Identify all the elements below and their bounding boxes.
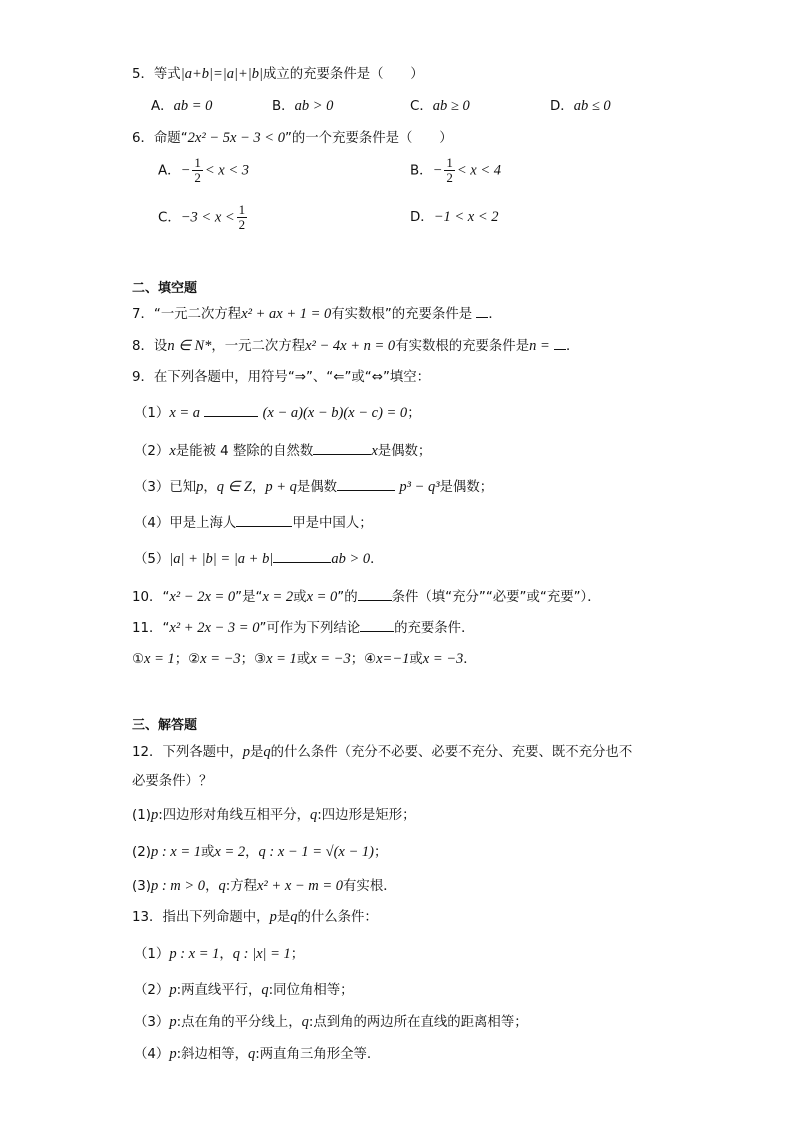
question-9-part-5: （5）|a| + |b| = |a + b| ab > 0． [134, 551, 384, 567]
question-12-part-2: (2)p : x = 1或x = 2，q : x − 1 = √(x − 1)； [132, 844, 388, 860]
option-b: B．ab > 0 [272, 98, 334, 114]
answer-blank[interactable] [476, 305, 488, 318]
answer-blank[interactable] [313, 442, 371, 455]
question-9-part-1: （1）x = a (x − a)(x − b)(x − c) = 0； [134, 405, 421, 421]
question-9-part-2: （2）x是能被 4 整除的自然数 x是偶数； [134, 443, 432, 459]
question-11: 11．“x² + 2x − 3 = 0”可作为下列结论 的充要条件． [132, 620, 475, 636]
question-13-part-1: （1）p : x = 1，q : |x| = 1； [134, 946, 305, 962]
question-13-part-3: （3）p:点在角的平分线上，q:点到角的两边所在直线的距离相等； [134, 1014, 528, 1030]
question-9-part-4: （4）甲是上海人 甲是中国人； [134, 516, 373, 531]
option-d: D．ab ≤ 0 [550, 98, 611, 114]
option-d: D．−1 < x < 2 [410, 209, 499, 225]
question-8: 8．设n ∈ N*，一元二次方程x² − 4x + n = 0有实数根的充要条件是n = ． [132, 338, 580, 354]
question-12-part-3: (3)p : m > 0，q:方程x² + x − m = 0有实根． [132, 878, 397, 894]
question-5-stem: 5．等式|a+b|=|a|+|b|成立的充要条件是（ ） [132, 66, 424, 82]
question-number: 6． [132, 131, 154, 146]
question-13-part-4: （4）p:斜边相等，q:两直角三角形全等. [134, 1046, 372, 1062]
formula: |a+b|=|a|+|b| [180, 66, 263, 82]
section-heading-solutions: 三、解答题 [132, 718, 198, 733]
answer-blank[interactable] [337, 478, 395, 491]
answer-blank[interactable] [236, 514, 292, 527]
question-12-part-1: (1)p:四边形对角线互相平分，q:四边形是矩形； [132, 807, 416, 823]
answer-blank[interactable] [554, 337, 566, 350]
option-c: C．−3 < x < $\frac{1}{2}$ [158, 202, 246, 232]
option-a: A．ab = 0 [151, 98, 213, 114]
question-10: 10．“x² − 2x = 0”是“x = 2或x = 0”的 条件（填“充分”“必要”或“充要”）． [132, 589, 601, 605]
fraction: $\frac{1}{2}$ [194, 155, 201, 185]
answer-blank[interactable] [360, 619, 394, 632]
fraction: $\frac{1}{2}$ [238, 202, 246, 232]
question-13-stem: 13．指出下列命题中，p是q的什么条件： [132, 909, 378, 925]
question-number: 5． [132, 67, 154, 82]
fraction: $\frac{1}{2}$ [446, 155, 453, 185]
option-a: A．− $\frac{1}{2}$ < x < 3 [158, 155, 249, 185]
question-12-stem-cont: 必要条件）？ [132, 774, 213, 789]
option-b: B．− $\frac{1}{2}$ < x < 4 [410, 155, 502, 185]
option-c: C．ab ≥ 0 [410, 98, 470, 114]
question-11-options: ①x = 1；②x = −3；③x = 1或x = −3；④x=−1或x = −3． [132, 651, 477, 667]
question-9-intro: 9．在下列各题中，用符号“⇒”、“⇐”或“⇔”填空： [132, 370, 431, 385]
question-6-stem: 6．命题“2x² − 5x − 3 < 0”的一个充要条件是（ ） [132, 130, 453, 146]
question-9-part-3: （3）已知p，q ∈ Z，p + q是偶数 p³ − q³是偶数； [134, 479, 494, 495]
question-12-stem: 12．下列各题中，p是q的什么条件（充分不必要、必要不充分、充要、既不充分也不 [132, 744, 633, 760]
answer-blank[interactable] [358, 588, 392, 601]
question-13-part-2: （2）p:两直线平行，q:同位角相等； [134, 982, 354, 998]
question-7: 7．“一元二次方程x² + ax + 1 = 0有实数根”的充要条件是 ． [132, 306, 502, 322]
answer-blank[interactable] [204, 404, 258, 417]
formula: 2x² − 5x − 3 < 0 [187, 130, 285, 146]
section-heading-fill-in: 二、填空题 [132, 281, 198, 296]
answer-blank[interactable] [273, 550, 331, 563]
